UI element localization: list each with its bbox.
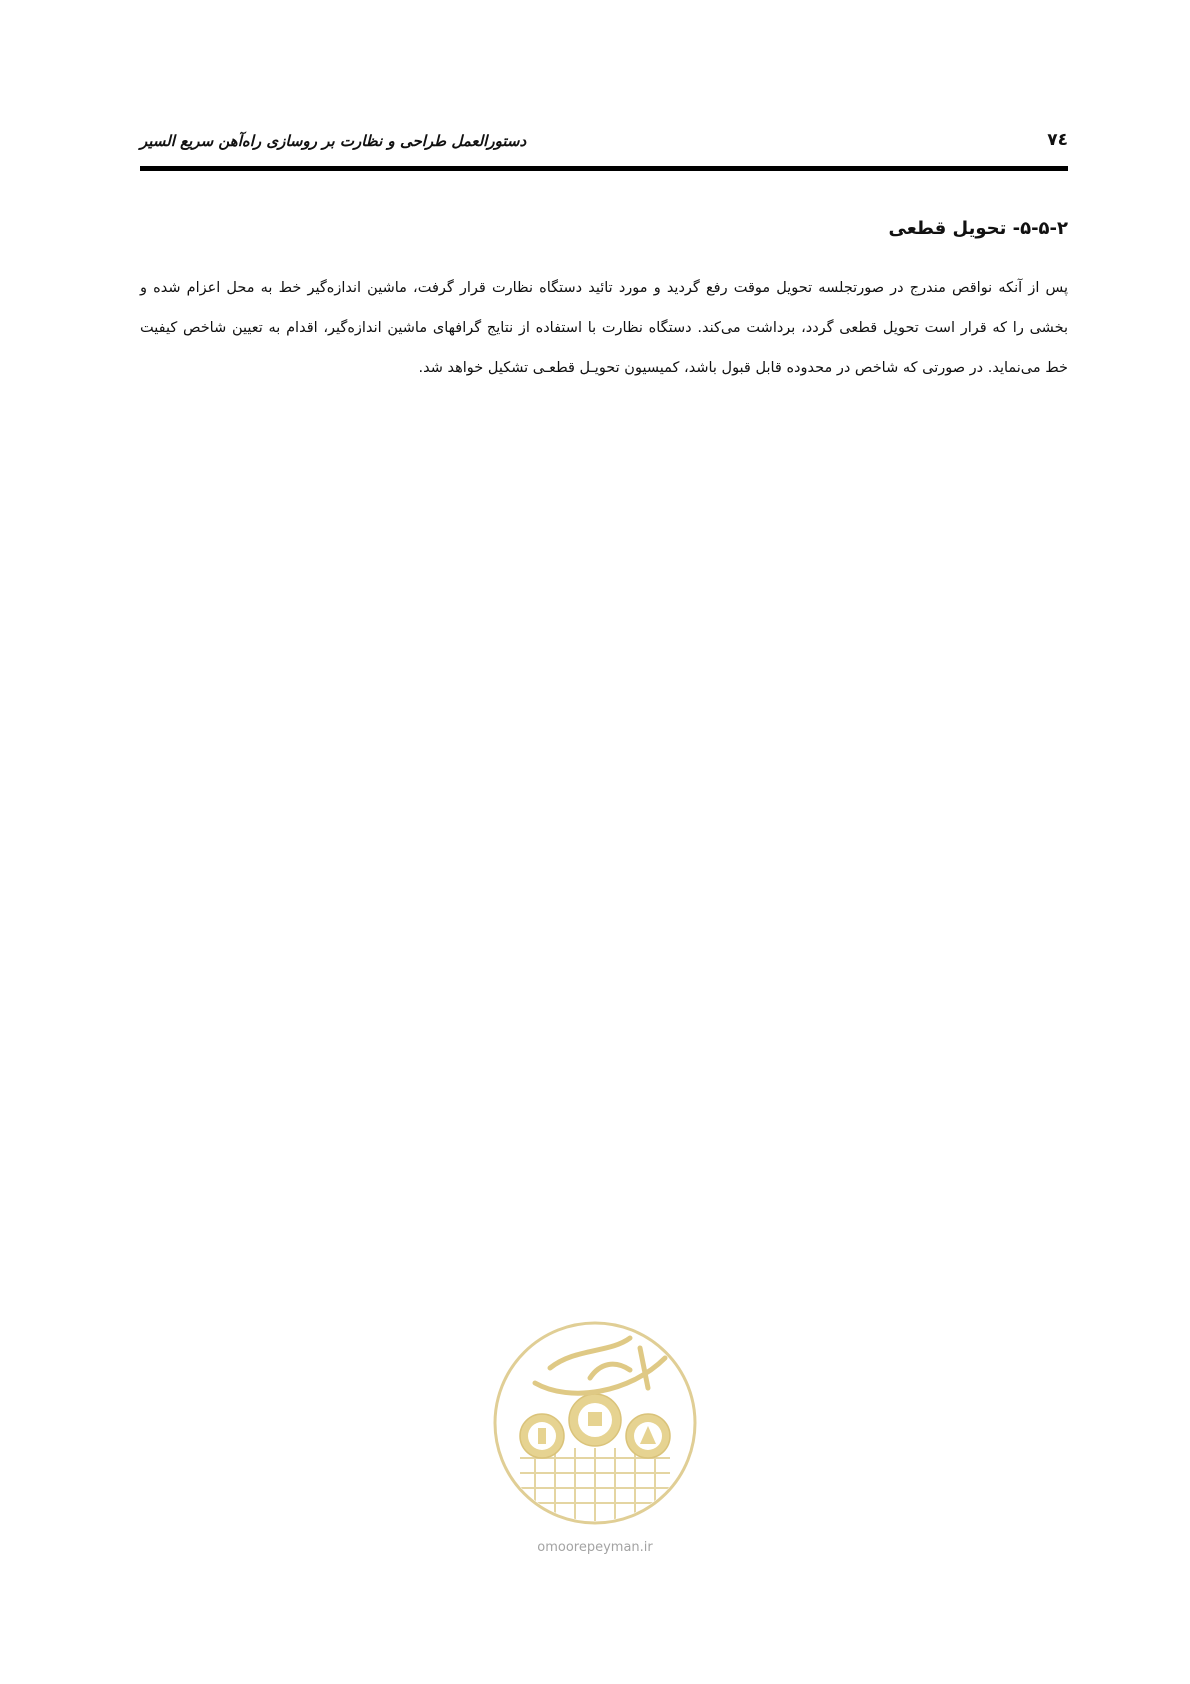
running-header-title: دستورالعمل طراحی و نظارت بر روسازی راه‌آهن سریع السیر	[140, 132, 527, 150]
page-header	[140, 128, 1068, 158]
watermark-logo	[480, 1308, 710, 1568]
header-divider	[140, 166, 1068, 171]
section-paragraph: پس از آنکه نواقص مندرج در صورتجلسه تحویل موقت رفع گردید و مورد تائید دستگاه نظارت قرار گرفت، ماشین اندازه‌گیر خط به محل اعزام شده و بخشی را که قرار است تحویل قطعی گردد، برداشت می‌کند. دستگاه نظارت با استفاده از نتایج گرافهای ماشین اندازه‌گیر، اقدام به تعیین شاخص کیفیت خط می‌نماید. در صورتی که شاخص در محدوده قابل قبول باشد، کمیسیون تحویـل قطعـی تشکیل خواهد شد.	[140, 280, 1068, 376]
section-heading: ۵-۵-۲- تحویل قطعی	[888, 218, 1068, 239]
watermark-url: omoorepeyman.ir	[537, 1540, 653, 1555]
omoorepeyman-seal-icon	[480, 1308, 710, 1538]
page-number: ۷٤	[1047, 130, 1068, 150]
